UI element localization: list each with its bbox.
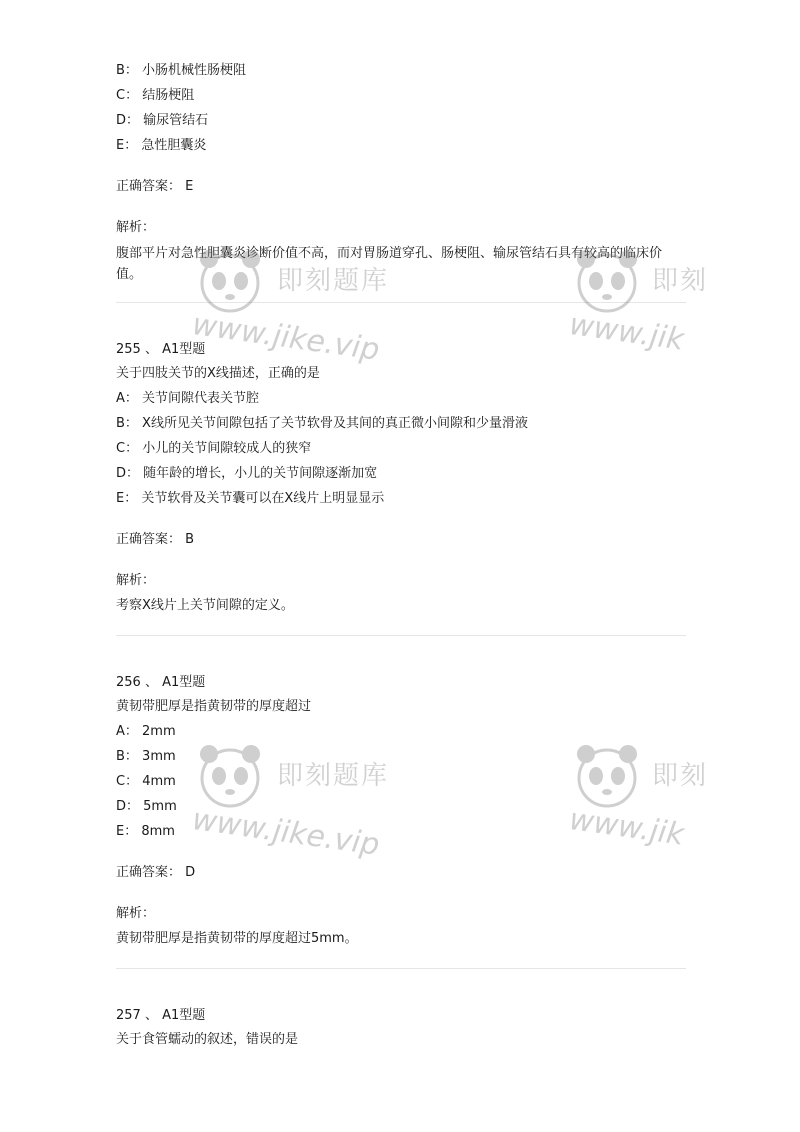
analysis-text: 考察X线片上关节间隙的定义。	[116, 598, 294, 613]
option-e: E： 关节软骨及关节囊可以在X线片上明显显示	[116, 491, 385, 506]
analysis-label: 解析：	[116, 906, 156, 921]
watermark-url: www.jik	[567, 802, 687, 853]
option-b: B： X线所见关节间隙包括了关节软骨及其间的真正微小间隙和少量滑液	[116, 416, 528, 431]
watermark	[190, 740, 425, 880]
watermark-url: www.jike.vip	[190, 802, 382, 863]
question-header: 255 、 A1型题	[116, 342, 206, 357]
question-stem: 黄韧带肥厚是指黄韧带的厚度超过	[116, 699, 312, 714]
watermark-brand: 即刻题库	[277, 266, 390, 296]
correct-answer: 正确答案： D	[116, 865, 196, 880]
option-c: C： 小儿的关节间隙较成人的狭窄	[116, 441, 312, 456]
watermark	[567, 740, 709, 880]
panda-logo-icon	[195, 740, 265, 810]
correct-answer: 正确答案： E	[116, 179, 194, 194]
watermark-brand: 即刻	[652, 266, 709, 296]
watermark-url: www.jike.vip	[190, 307, 382, 368]
option-e: E： 急性胆囊炎	[116, 138, 207, 153]
option-c: C： 结肠梗阻	[116, 88, 195, 103]
divider	[116, 302, 686, 303]
analysis-text: 黄韧带肥厚是指黄韧带的厚度超过5mm。	[116, 931, 358, 946]
divider	[116, 968, 686, 969]
watermark-brand: 即刻	[652, 761, 709, 791]
option-c: C： 4mm	[116, 774, 176, 789]
watermark-url: www.jik	[567, 307, 687, 358]
option-e: E： 8mm	[116, 824, 175, 839]
option-d: D： 5mm	[116, 799, 177, 814]
option-a: A： 2mm	[116, 724, 176, 739]
analysis-label: 解析：	[116, 220, 156, 235]
analysis-label: 解析：	[116, 573, 156, 588]
watermark-brand: 即刻题库	[277, 761, 390, 791]
option-d: D： 输尿管结石	[116, 113, 209, 128]
option-a: A： 关节间隙代表关节腔	[116, 391, 260, 406]
panda-logo-icon	[572, 740, 642, 810]
option-d: D： 随年龄的增长，小儿的关节间隙逐渐加宽	[116, 466, 378, 481]
question-stem: 关于四肢关节的X线描述，正确的是	[116, 366, 320, 381]
correct-answer: 正确答案： B	[116, 532, 195, 547]
divider	[116, 635, 686, 636]
question-stem: 关于食管蠕动的叙述，错误的是	[116, 1032, 299, 1047]
question-header: 257 、 A1型题	[116, 1008, 206, 1023]
analysis-text: 腹部平片对急性胆囊炎诊断价值不高，而对胃肠道穿孔、肠梗阻、输尿管结石具有较高的临床价值。	[116, 246, 663, 282]
question-header: 256 、 A1型题	[116, 675, 206, 690]
option-b: B： 小肠机械性肠梗阻	[116, 63, 247, 78]
option-b: B： 3mm	[116, 749, 176, 764]
